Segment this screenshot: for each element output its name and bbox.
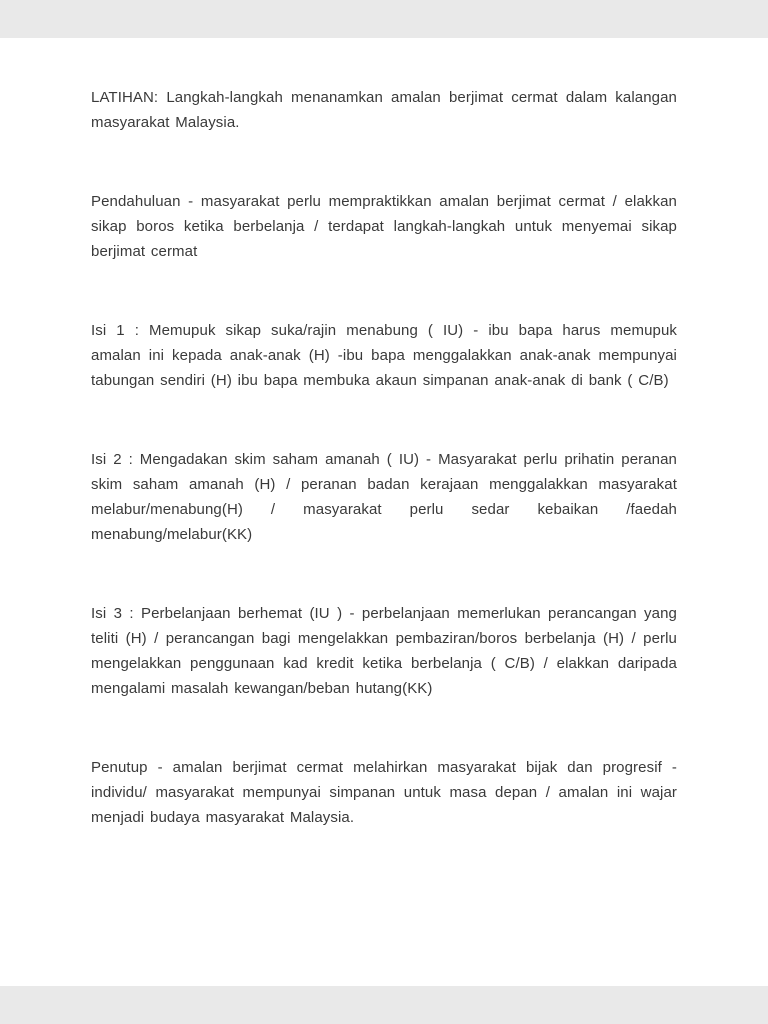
paragraph-penutup: Penutup - amalan berjimat cermat melahirkan masyarakat bijak dan progresif - individu/ masyarakat mempunyai simpanan untuk masa depan / amalan ini wajar menjadi budaya masyarakat Malaysia. xyxy=(91,759,677,826)
paragraph-pendahuluan: Pendahuluan - masyarakat perlu mempraktikkan amalan berjimat cermat / elakkan sikap boros ketika berbelanja / terdapat langkah-langkah untuk menyemai sikap berjimat cermat xyxy=(91,193,677,260)
paragraph-isi-3: Isi 3 : Perbelanjaan berhemat (IU ) - perbelanjaan memerlukan perancangan yang teliti (H) / perancangan bagi mengelakkan pembaziran/boros berbelanja (H) / perlu mengelakkan penggunaan kad kredit ketika berbelanja ( C/B) / elakkan daripada mengalami masalah kewangan/beban hutang(KK) xyxy=(91,605,677,697)
paragraph-isi-1: Isi 1 : Memupuk sikap suka/rajin menabung ( IU) - ibu bapa harus memupuk amalan ini kepada anak-anak (H) -ibu bapa menggalakkan anak-anak mempunyai tabungan sendiri (H) ibu bapa membuka akaun simpanan anak-anak di bank ( C/B) xyxy=(91,322,677,389)
paragraph-isi-2: Isi 2 : Mengadakan skim saham amanah ( IU) - Masyarakat perlu prihatin peranan skim saham amanah (H) / peranan badan kerajaan menggalakkan masyarakat melabur/menabung(H) / masyarakat perlu sedar kebaikan /faedah menabung/melabur(KK) xyxy=(91,451,677,543)
paragraph-latihan-title: LATIHAN: Langkah-langkah menanamkan amalan berjimat cermat dalam kalangan masyarakat Malaysia. xyxy=(91,89,677,131)
document-page xyxy=(0,38,768,986)
